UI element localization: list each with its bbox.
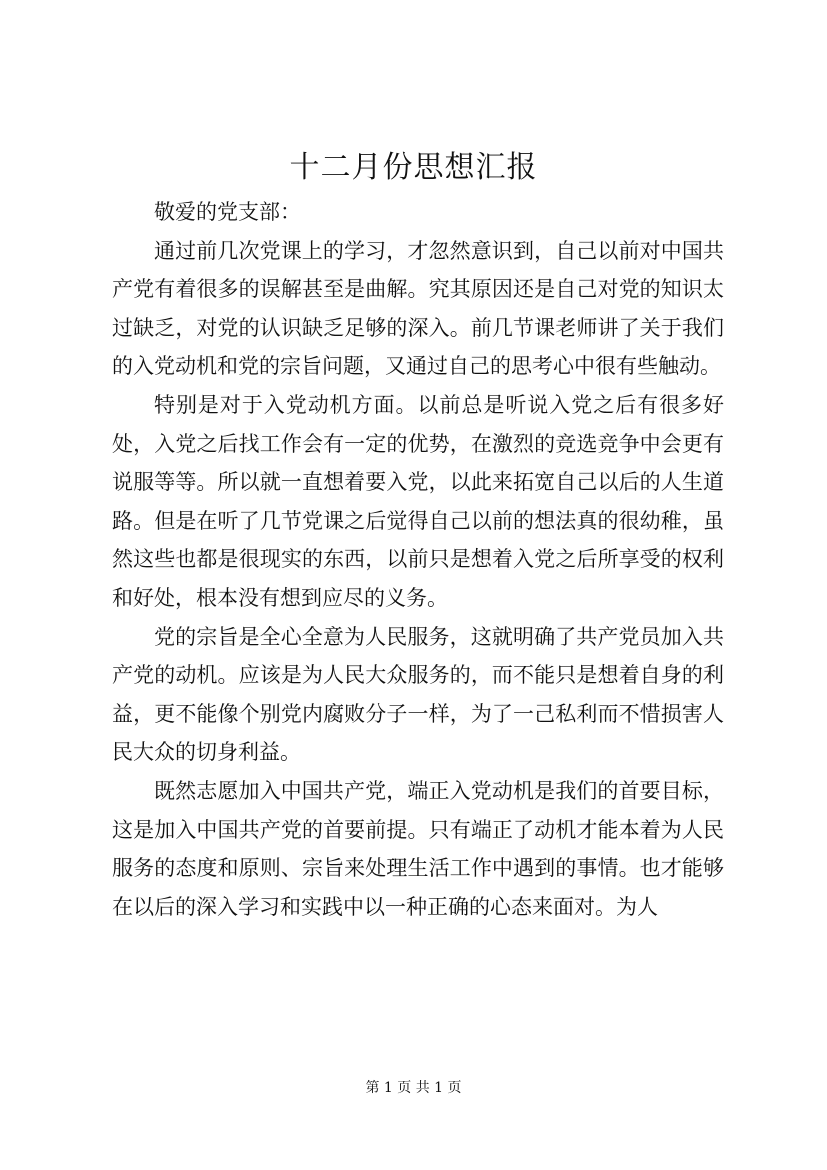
page-number: 第 1 页 共 1 页 [365, 1080, 462, 1096]
document-title: 十二月份思想汇报 [289, 150, 538, 185]
paragraph: 既然志愿加入中国共产党，端正入党动机是我们的首要目标，这是加入中国共产党的首要前提。只有端正了动机才能本着为人民服务的态度和原则、宗旨来处理生活工作中遇到的事情。也才能够在以后的深入学习和实践中以一种正确的心态来面对。为人 [112, 778, 724, 919]
paragraph: 特别是对于入党动机方面。以前总是听说入党之后有很多好处，入党之后找工作会有一定的优势，在激烈的竞选竞争中会更有说服等等。所以就一直想着要入党，以此来拓宽自己以后的人生道路。但是在听了几节党课之后觉得自己以前的想法真的很幼稚，虽然这些也都是很现实的东西，以前只是想着入党之后所享受的权利和好处，根本没有想到应尽的义务。 [112, 392, 724, 610]
greeting: 敬爱的党支部： [154, 200, 301, 224]
paragraph: 党的宗旨是全心全意为人民服务，这就明确了共产党员加入共产党的动机。应该是为人民大众服务的，而不能只是想着自身的利益，更不能像个别党内腐败分子一样，为了一己私利而不惜损害人民大众的切身利益。 [112, 624, 724, 765]
document-body [112, 193, 724, 926]
paragraph: 通过前几次党课上的学习，才忽然意识到，自己以前对中国共产党有着很多的误解甚至是曲解。究其原因还是自己对党的知识太过缺乏，对党的认识缺乏足够的深入。前几节课老师讲了关于我们的入党动机和党的宗旨问题，又通过自己的思考心中很有些触动。 [112, 238, 724, 379]
page-footer [0, 1078, 827, 1098]
